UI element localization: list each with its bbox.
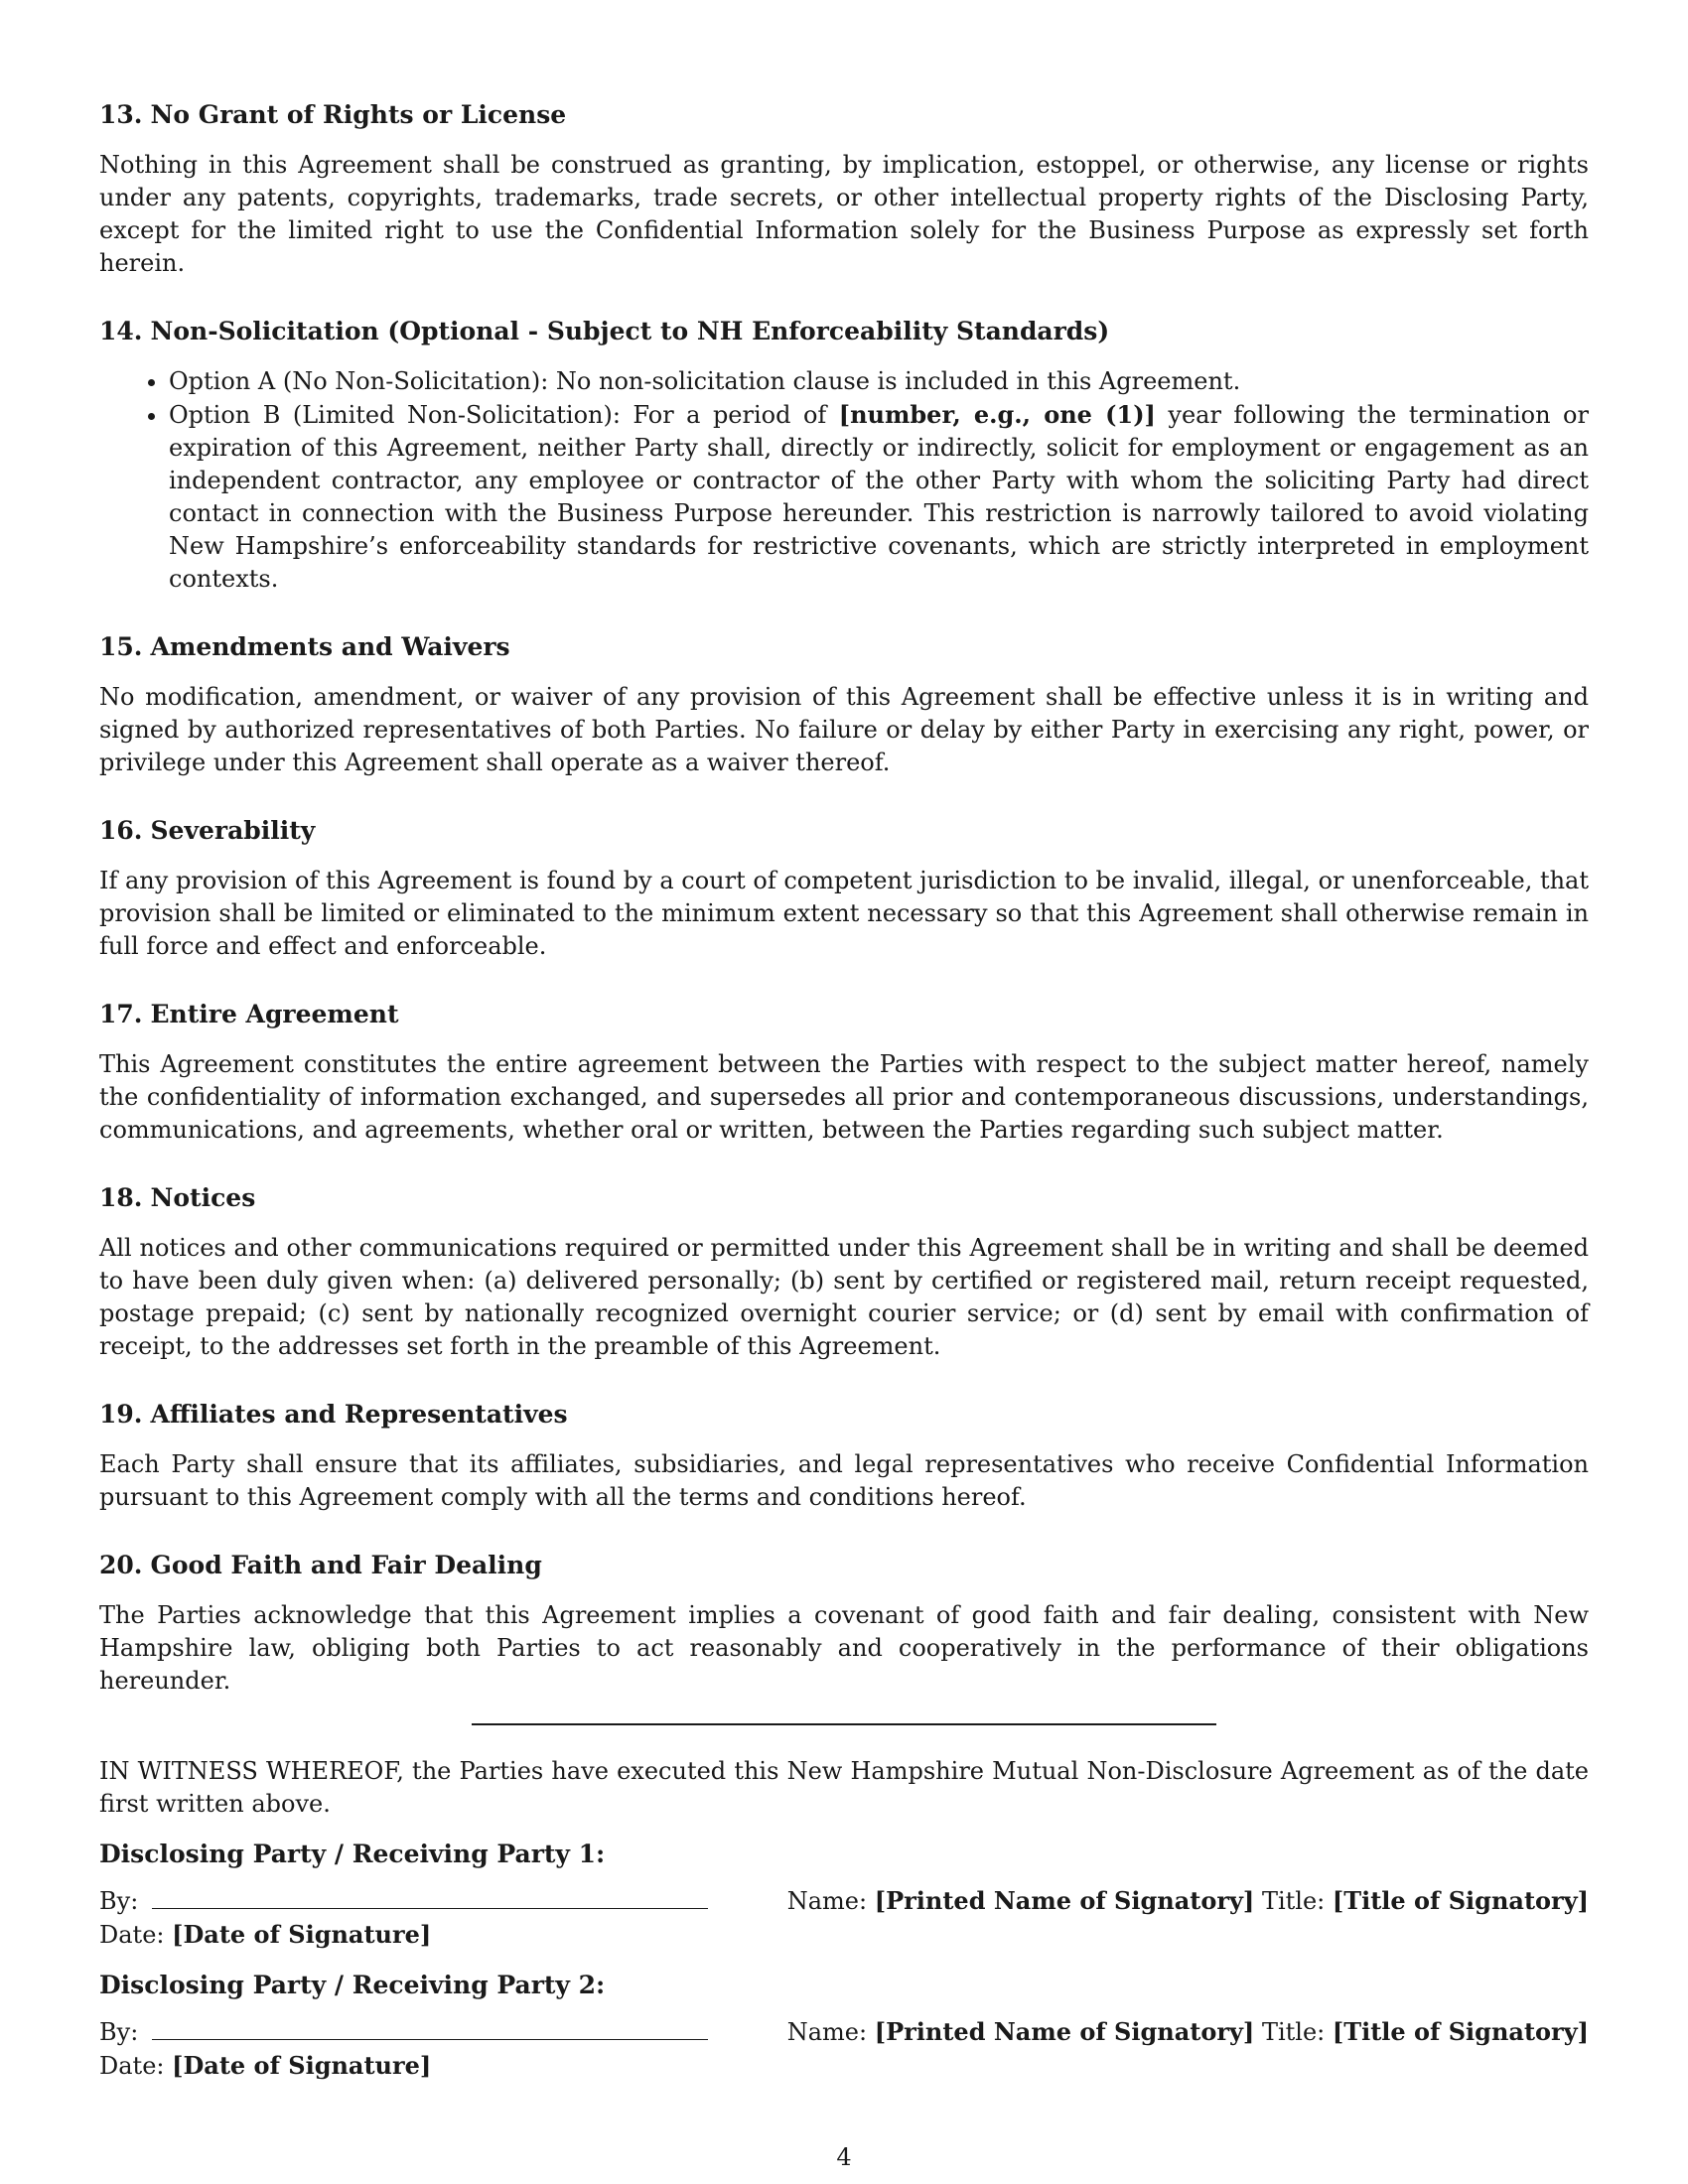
signature-line[interactable] — [152, 1886, 708, 1909]
section-heading: 14. Non-Solicitation (Optional - Subject to NH Enforceability Standards) — [99, 317, 1110, 345]
section-body: Nothing in this Agreement shall be construed as granting, by implication, estoppel, or otherwise, any license or rights under any patents, copyrights, trademarks, trade secrets, or other intellectual property rights of the Disclosing Party, except for the limited right to use the Confidential Information solely for the Business Purpose as expressly set forth herein. — [99, 151, 1589, 277]
section-13 — [99, 99, 1589, 280]
title-placeholder: [Title of Signatory] — [1332, 1886, 1589, 1915]
section-body: If any provision of this Agreement is found by a court of competent jurisdiction to be invalid, illegal, or unenforceable, that provision shall be limited or eliminated to the minimum extent necessary so that this Agreement shall otherwise remain in full force and effect and enforceable. — [99, 867, 1589, 960]
option-a: • Option A (No Non-Solicitation): No non-solicitation clause is included in this Agreement. — [169, 365, 1589, 398]
date-placeholder: [Date of Signature] — [172, 1920, 432, 1949]
signature-row: By: Name: [Printed Name of Signatory] Title: [Title of Signatory] — [99, 2017, 1589, 2046]
party-label: Disclosing Party / Receiving Party 2: — [99, 1971, 606, 1999]
section-19 — [99, 1399, 1589, 1514]
section-16 — [99, 815, 1589, 963]
name-placeholder: [Printed Name of Signatory] — [874, 2017, 1255, 2046]
date-row: Date: [Date of Signature] — [99, 2051, 432, 2080]
signature-line[interactable] — [152, 2017, 708, 2040]
signature-block-1 — [99, 1839, 1589, 1952]
date-placeholder: [Date of Signature] — [172, 2051, 432, 2080]
title-placeholder: [Title of Signatory] — [1332, 2017, 1589, 2046]
signature-row: By: Name: [Printed Name of Signatory] Title: [Title of Signatory] — [99, 1886, 1589, 1915]
party-label: Disclosing Party / Receiving Party 1: — [99, 1840, 606, 1868]
witness-clause: IN WITNESS WHEREOF, the Parties have executed this New Hampshire Mutual Non-Disclosure Agreement as of the date first written above. — [99, 1757, 1589, 1818]
section-heading: 20. Good Faith and Fair Dealing — [99, 1551, 542, 1579]
placeholder-number: [number, e.g., one (1)] — [838, 400, 1156, 429]
section-15 — [99, 631, 1589, 779]
section-heading: 17. Entire Agreement — [99, 1000, 399, 1028]
section-17 — [99, 999, 1589, 1147]
section-body: This Agreement constitutes the entire agreement between the Parties with respect to the subject matter hereof, namely the confidentiality of information exchanged, and supersedes all prior and contemporaneous discussions, understandings, communications, and agreements, whether oral or written, between the Parties regarding such subject matter. — [99, 1050, 1589, 1144]
section-20 — [99, 1550, 1589, 1698]
signature-block-2 — [99, 1970, 1589, 2083]
name-placeholder: [Printed Name of Signatory] — [874, 1886, 1255, 1915]
section-body: No modification, amendment, or waiver of any provision of this Agreement shall be effective unless it is in writing and signed by authorized representatives of both Parties. No failure or delay by either Party in exercising any right, power, or privilege under this Agreement shall operate as a waiver thereof. — [99, 683, 1589, 776]
section-body: Each Party shall ensure that its affiliates, subsidiaries, and legal representatives who receive Confidential Information pursuant to this Agreement comply with all the terms and conditions hereof. — [99, 1450, 1589, 1511]
section-body: All notices and other communications required or permitted under this Agreement shall be in writing and shall be deemed to have been duly given when: (a) delivered personally; (b) sent by certified or registered mail, return receipt requested, postage prepaid; (c) sent by nationally recognized overnight courier service; or (d) sent by email with confirmation of receipt, to the addresses set forth in the preamble of this Agreement. — [99, 1234, 1589, 1360]
section-18 — [99, 1182, 1589, 1363]
date-row: Date: [Date of Signature] — [99, 1920, 432, 1949]
section-heading: 13. No Grant of Rights or License — [99, 100, 567, 129]
option-b: • Option B (Limited Non-Solicitation): For a period of [number, e.g., one (1)] year following the termination or expiration of this Agreement, neither Party shall, directly or indirectly, solicit for employment or engagement as an independent contractor, any employee or contractor of the other Party with whom the soliciting Party had direct contact in connection with the Business Purpose hereunder. This restriction is narrowly tailored to avoid violating New Hampshire’s enforceability standards for restrictive covenants, which are strictly interpreted in employment contexts. — [169, 398, 1589, 596]
document-page — [99, 99, 1589, 2083]
section-heading: 19. Affiliates and Representatives — [99, 1400, 568, 1429]
section-body: The Parties acknowledge that this Agreement implies a covenant of good faith and fair dealing, consistent with New Hampshire law, obliging both Parties to act reasonably and cooperatively in the performance of their obligations hereunder. — [99, 1601, 1589, 1695]
section-14 — [99, 316, 1589, 596]
horizontal-rule — [472, 1723, 1216, 1725]
section-heading: 18. Notices — [99, 1183, 256, 1212]
option-list — [99, 365, 1589, 596]
section-heading: 16. Severability — [99, 816, 316, 845]
page-number: 4 — [836, 2143, 852, 2171]
section-heading: 15. Amendments and Waivers — [99, 632, 510, 661]
